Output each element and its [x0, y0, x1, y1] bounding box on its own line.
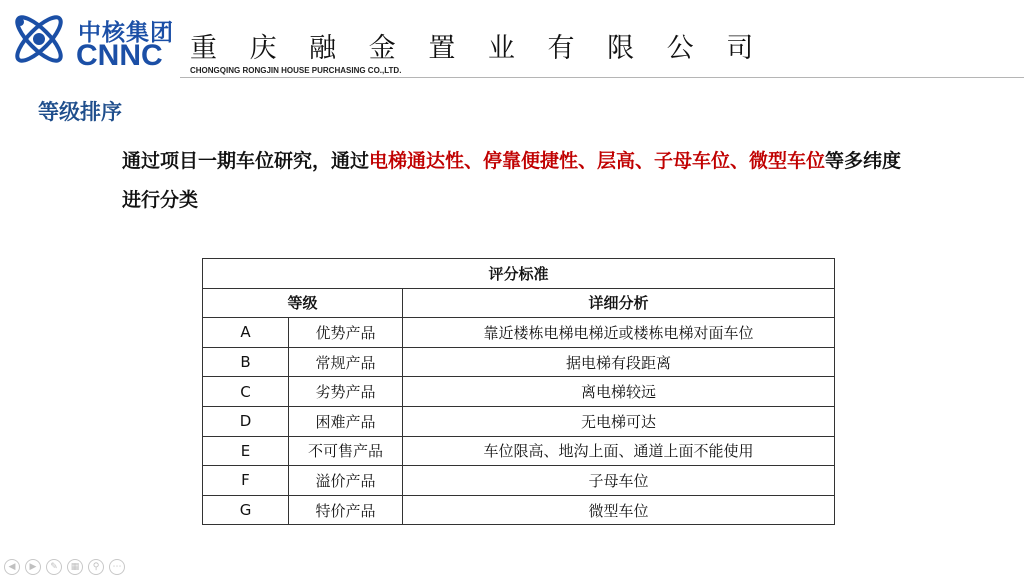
grading-table — [202, 258, 835, 525]
table-header-row — [203, 288, 835, 318]
table-title: 评分标准 — [203, 259, 835, 289]
table-row — [203, 466, 835, 496]
company-name-en: CHONGQING RONGJIN HOUSE PURCHASING CO.,LTD. — [190, 66, 402, 75]
table-row — [203, 347, 835, 377]
table-row — [203, 406, 835, 436]
grade-detail: 车位限高、地沟上面、通道上面不能使用 — [403, 436, 835, 466]
table-title-row — [203, 259, 835, 289]
header-detail: 详细分析 — [403, 288, 835, 318]
logo-chinese-text: 中核集团 — [78, 20, 174, 46]
grade-name: 优势产品 — [289, 318, 403, 348]
zoom-icon[interactable]: ⚲ — [88, 559, 104, 575]
slide-header — [0, 0, 1024, 80]
logo-english-text: CNNC — [76, 39, 163, 72]
grade-detail: 子母车位 — [403, 466, 835, 496]
slideshow-nav — [4, 554, 130, 572]
section-title: 等级排序 — [38, 100, 122, 124]
grade-detail: 靠近楼栋电梯电梯近或楼栋电梯对面车位 — [403, 318, 835, 348]
table-row — [203, 377, 835, 407]
grade-name: 特价产品 — [289, 495, 403, 525]
grade-code: B — [203, 347, 289, 377]
cnnc-logo — [6, 6, 176, 72]
grade-code: G — [203, 495, 289, 525]
prev-icon[interactable]: ◀ — [4, 559, 20, 575]
grade-code: D — [203, 406, 289, 436]
grade-detail: 微型车位 — [403, 495, 835, 525]
pen-icon[interactable]: ✎ — [46, 559, 62, 575]
next-icon[interactable]: ▶ — [25, 559, 41, 575]
intro-paragraph — [122, 142, 912, 220]
grade-name: 不可售产品 — [289, 436, 403, 466]
grade-code: F — [203, 466, 289, 496]
grade-code: A — [203, 318, 289, 348]
grade-name: 常规产品 — [289, 347, 403, 377]
slides-icon[interactable]: ▦ — [67, 559, 83, 575]
header-divider — [180, 77, 1024, 78]
header-grade: 等级 — [203, 288, 403, 318]
grade-name: 溢价产品 — [289, 466, 403, 496]
grade-code: C — [203, 377, 289, 407]
grade-detail: 无电梯可达 — [403, 406, 835, 436]
more-icon[interactable]: ⋯ — [109, 559, 125, 575]
intro-highlight: 电梯通达性、停靠便捷性、层高、子母车位、微型车位 — [369, 150, 826, 172]
cnnc-atom-icon — [6, 6, 72, 72]
table-row — [203, 495, 835, 525]
intro-text-1: 通过项目一期车位研究，通过 — [122, 150, 370, 172]
grade-detail: 据电梯有段距离 — [403, 347, 835, 377]
grade-code: E — [203, 436, 289, 466]
company-name-cn: 重 庆 融 金 置 业 有 限 公 司 — [190, 33, 766, 64]
grade-name: 劣势产品 — [289, 377, 403, 407]
grade-name: 困难产品 — [289, 406, 403, 436]
table-row — [203, 436, 835, 466]
table-row — [203, 318, 835, 348]
grade-detail: 离电梯较远 — [403, 377, 835, 407]
intro-text-2: 等多纬度进行分类 — [122, 150, 902, 211]
